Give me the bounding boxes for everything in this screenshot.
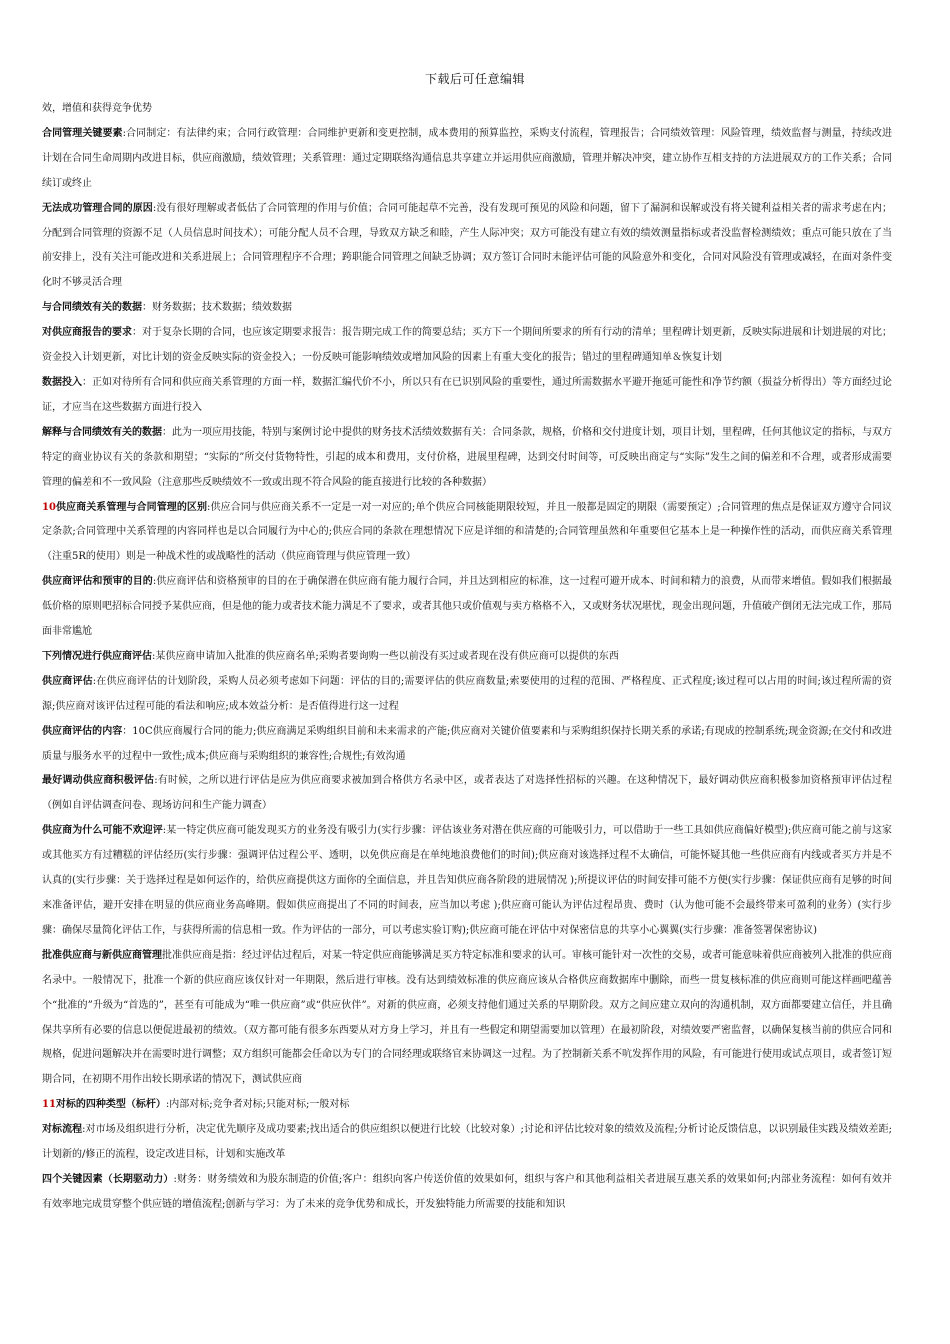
- paragraph-heading: 供应商为什么可能不欢迎评: [42, 825, 163, 837]
- paragraph-text: ：对于复杂长期的合同，也应该定期要求报告：报告期完成工作的简要总结；买方下一个期间所要求的所有行动的清单；里程碑计划更新，反映实际进展和计划进展的对比；资金投入计划更新，对比计划的资金反映实际的资金投入；一份反映可能影响绩效或增加风险的因素上有重大变化的报告；错过的里程碑通知单＆恢复计划: [42, 327, 892, 364]
- page-header: 下载后可任意编辑: [424, 72, 525, 86]
- document-body: [42, 97, 892, 1218]
- paragraph: [42, 496, 892, 571]
- paragraph-text: :内部对标;竞争者对标;只能对标;一般对标: [165, 1099, 350, 1111]
- paragraph-heading: 供应商评估和预审的目的: [42, 576, 153, 588]
- paragraph: [42, 296, 892, 321]
- paragraph-heading: 批准供应商与新供应商管理: [42, 949, 162, 961]
- paragraph: [42, 944, 892, 1093]
- paragraph-heading: 供应商关系管理与合同管理的区别: [55, 501, 208, 513]
- paragraph: [42, 769, 892, 819]
- paragraph-text: :有时候，之所以进行评估是应为供应商要求被加到合格供方名录中区，或者表达了对选择性招标的兴趣。在这种情况下，最好调动供应商积极参加资格预审评估过程（例如自评估调查问卷、现场访问和生产能力调查）: [42, 775, 892, 812]
- section-number: 11: [42, 1099, 56, 1111]
- paragraph-text: :供应商评估和资格预审的目的在于确保潜在供应商有能力履行合同，并且达到相应的标准，这一过程可避开成本、时间和精力的浪费，从而带来增值。假如我们根据最低价格的原则吧招标合同授予某供应商，但是他的能力或者技术能力满足不了要求，或者其他只或价值观与卖方格格不入，又或财务状况堪忧，现金出现问题，升值破产倒闭无法完成工作，那局面非常尴尬: [42, 576, 893, 638]
- paragraph-text: ：10C供应商履行合同的能力;供应商满足采购组织目前和未来需求的产能;供应商对关键价值要素和与采购组织保持长期关系的承诺;有现成的控制系统;现金资源;在交付和改进质量与服务水平的过程中一致性;成本;供应商与采购组织的兼容性;合规性;有效沟通: [42, 725, 892, 762]
- paragraph-heading: 无法成功管理合同的原因: [42, 202, 153, 214]
- paragraph-heading: 与合同绩效有关的数据: [42, 302, 142, 314]
- paragraph-heading: 供应商评估的内容: [42, 725, 123, 737]
- paragraph-heading: 供应商评估: [42, 675, 93, 687]
- paragraph-text: 批准供应商是指：经过评估过程后，对某一特定供应商能够满足买方特定标准和要求的认可。审核可能针对一次性的交易，或者可能意味着供应商被列入批准的供应商名录中。一般情况下，批准一个新的供应商应该仅针对一年期限，然后进行审核。没有达到绩效标准的供应商应该从合格供应商数据库中删除，而些一贯复核标准的供应商则可能这样画吧蕴善个“批准的”升级为“首选的”，甚至有可能成为“唯一供应商”或“供应伙伴”。对新的供应商，必须支持他们通过关系的早期阶段。双方之间应建立双向的沟通机制，双方面都要建立信任，并且确保共享所有必要的信息以便促进最初的绩效。（双方都可能有很多东西要从对方身上学习，并且有一些假定和期望需要加以管理）在最初阶段，对绩效要严密监督，以确保复核当前的供应合同和规格，促进问题解决并在需要时进行调整；双方组织可能都会任命以为专门的合同经理或联络官来协调这一过程。为了控制新关系不吭发挥作用的风险，有可能进行使用或试点项目，或者签订短期合同，在初期不用作出较长期承诺的情况下，测试供应商: [42, 949, 892, 1086]
- paragraph-text: :某一特定供应商可能发现买方的业务没有吸引力(实行步骤：评估该业务对潜在供应商的可能吸引力，可以借助于一些工具如供应商偏好模型);供应商可能之前与这家或其他买方有过糟糕的评估经历(实行步骤：强调评估过程公平、透明，以免供应商是在单纯地浪费他们的时间);供应商对该选择过程不太确信，可能怀疑其他一些供应商有内线或者买方并是不认真的(实行步骤：关于选择过程是如何运作的，给供应商提供这方面你的全面信息，并且告知供应商各阶段的进展情况 );所提议评估的时间安排可能不方便(实行步骤：保证供应商有足够的时间来准备评估，避开安排在明显的供应商业务高峰期。假如供应商提出了不同的时间表，应当加以考虑 );供应商可能认为评估过程昂贵、费时（认为他可能不会最终带来可盈利的业务）(实行步骤：确保尽量简化评估工作，与获得所需的信息相一致。作为评估的一部分，可以考虑实验订购);供应商可能在评估中对保密信息的共享小心翼翼(实行步骤：准备签署保密协议): [42, 825, 893, 936]
- paragraph-text: :供应合同与供应商关系不一定是一对一对应的;单个供应合同核能期限较短，并且一般都是固定的期限（需要预定）;合同管理的焦点是保证双方遵守合同议定条款;合同管理中关系管理的内容同样也是以合同履行为中心的;供应合同的条款在理想情况下应是详细的和清楚的;合同管理虽然和年重要但它基本上是一种操作性的活动，而供应商关系管理（注重5R的使用）则是一种战术性的或战略性的活动（供应商管理与供应管理一致）: [42, 501, 892, 563]
- section-number: 10: [42, 501, 56, 513]
- paragraph-text: ：财务数据；技术数据；绩效数据: [142, 302, 292, 314]
- paragraph-heading: 四个关键因素（长期驱动力）: [42, 1173, 174, 1185]
- paragraph-heading: 最好调动供应商积极评估: [42, 775, 155, 787]
- paragraph-heading: 合同管理关键要素: [42, 127, 123, 139]
- paragraph: [42, 1168, 892, 1218]
- paragraph-heading: 数据投入: [42, 376, 82, 388]
- paragraph-text: :在供应商评估的计划阶段，采购人员必须考虑如下问题：评估的目的;需要评估的供应商数量;索要使用的过程的范围、严格程度、正式程度;该过程可以占用的时间;该过程所需的资源;供应商对该评估过程可能的看法和响应;成本效益分析：是否值得进行这一过程: [42, 675, 892, 712]
- paragraph-text: :合同制定：有法律约束；合同行政管理：合同维护更新和变更控制，成本费用的预算监控，采购支付流程，管理报告；合同绩效管理：风险管理，绩效监督与测量，持续改进计划在合同生命周期内改进目标，供应商激励，绩效管理；关系管理：通过定期联络沟通信息共享建立并运用供应商激励，管理并解决冲突，建立协作互相支持的方法进展双方的工作关系；合同续订或终止: [42, 127, 893, 189]
- paragraph-heading: 对供应商报告的要求: [42, 327, 132, 339]
- paragraph-text: :某供应商申请加入批准的供应商名单;采购者要询购一些以前没有买过或者现在没有供应商可以提供的东西: [152, 650, 619, 662]
- paragraph-text: :没有很好理解或者低估了合同管理的作用与价值；合同可能起草不完善，没有发现可预见的风险和问题，留下了漏洞和误解或没有将关键利益相关者的需求考虑在内；分配到合同管理的资源不足（人员信息时间技术）；可能分配人员不合理，导致双方缺乏和睦，产生人际冲突；双方可能没有建立有效的绩效测量指标或者没监督检测绩效；重点可能只放在了当前安排上，没有关注可能改进和关系进展上；合同管理程序不合理；跨职能合同管理之间缺乏协调；双方签订合同时未能评估可能的风险意外和变化，合同对风险没有管理或减轻，在面对条件变化时不够灵活合理: [42, 202, 893, 289]
- paragraph: [42, 645, 892, 670]
- paragraph: [42, 819, 892, 944]
- paragraph-text: :财务：财务绩效和为股东制造的价值;客户：组织向客户传送价值的效果如何，组织与客户和其他利益相关者进展互惠关系的效果如何;内部业务流程：如何有效并有效率地完成贯穿整个供应链的增值流程;创新与学习：为了未来的竞争优势和成长，开发独特能力所需要的技能和知识: [42, 1173, 893, 1210]
- paragraph: [42, 720, 892, 770]
- paragraph-text: ：正如对待所有合同和供应商关系管理的方面一样，数据汇编代价不小，所以只有在已识别风险的重要性，通过所需数据水平避开拖延可能性和净节约额（损益分析得出）等方面经过论证，才应当在这些数据方面进行投入: [42, 376, 892, 413]
- paragraph-heading: 下列情况进行供应商评估: [42, 650, 152, 662]
- paragraph: [42, 97, 892, 122]
- paragraph: [42, 570, 892, 645]
- paragraph: [42, 421, 892, 496]
- paragraph-heading: 解释与合同绩效有关的数据: [42, 426, 162, 438]
- paragraph-heading: 对标流程: [42, 1124, 83, 1136]
- paragraph-text: 效，增值和获得竞争优势: [42, 103, 152, 114]
- paragraph: [42, 321, 892, 371]
- paragraph: [42, 1093, 892, 1118]
- paragraph-text: :对市场及组织进行分析，决定优先顺序及成功要素;找出适合的供应组织以便进行比较（比较对象）;讨论和评估比较对象的绩效及流程;分析讨论反馈信息，以识别最佳实践及绩效差距;计划新的/修正的流程，设定改进目标，计划和实施改革: [42, 1124, 892, 1161]
- paragraph: [42, 1118, 892, 1168]
- paragraph: [42, 122, 892, 197]
- paragraph: [42, 197, 892, 297]
- paragraph-heading: 对标的四种类型（标杆）: [55, 1099, 166, 1111]
- paragraph-text: ：此为一项应用技能，特别与案例讨论中提供的财务技术活绩效数据有关：合同条款，规格，价格和交付进度计划，项目计划，里程碑，任何其他议定的指标，与双方特定的商业协议有关的条款和期望；“实际的”所交付货物特性，引起的成本和费用，支付价格，进展里程碑，达到交付时间等，可反映出商定与“实际”发生之间的偏差和不合理，或者形成需要管理的偏差和不一致风险（注意那些反映绩效不一致或出现不符合风险的能直接进行比较的各种数据）: [42, 426, 892, 488]
- paragraph: [42, 670, 892, 720]
- paragraph: [42, 371, 892, 421]
